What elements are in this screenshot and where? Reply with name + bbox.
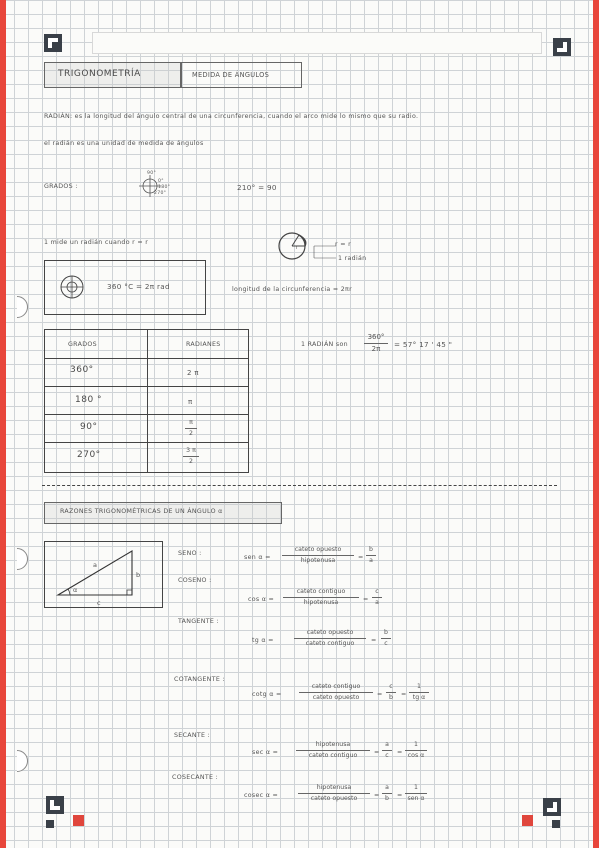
table-header-grados: GRADOS [68,341,97,348]
ratio-short-fraction [382,742,392,759]
full-turn-equation: 360 °C = 2π rad [107,282,170,291]
date-strip [92,32,542,54]
ratio-fraction [283,589,359,606]
table-cell-rad: 2 π [187,369,199,377]
circle-label-180: 180° [158,185,171,190]
fraction-denominator: cateto opuesto [312,694,360,702]
subject-title: TRIGONOMETRÍA [58,69,141,79]
circle-label-270: 270° [154,191,167,196]
brand-logo-icon [553,38,571,56]
fraction-numerator: a [382,785,392,794]
ratio-fraction [298,785,370,802]
fraction-denominator: c [385,752,389,760]
fraction-denominator: 2π [371,345,381,353]
right-red-border [593,0,599,848]
fraction-numerator: 1 [405,785,427,794]
fraction-numerator: cateto contiguo [283,589,359,598]
fraction-numerator: hipotenusa [296,742,370,751]
ratio-short-fraction [382,785,392,802]
ratio-equals: = [397,749,403,756]
ratio-inverse-fraction [405,785,427,802]
ratio-name: COTANGENTE : [174,676,225,683]
right-triangle-diagram [44,541,162,607]
fraction-numerator: 3 π [183,448,199,457]
table-divider [44,414,248,415]
ratio-inverse-fraction [409,684,429,701]
table-cell-deg: 270° [77,450,101,460]
fraction-numerator: 1 [409,684,429,693]
fraction-denominator: b [385,795,389,803]
fraction-denominator: cateto contiguo [305,640,355,648]
table-divider [44,386,248,387]
ratio-name: TANGENTE : [178,618,219,625]
ratio-lhs: sec α = [252,749,279,756]
one-radian-prefix: 1 RADIÁN son [301,341,348,348]
fraction-denominator: b [389,694,393,702]
fraction-numerator: c [372,589,382,598]
fraction-numerator: 1 [405,742,427,751]
fraction-numerator: a [382,742,392,751]
table-cell-rad-fraction [183,448,199,465]
ratio-inverse-fraction [405,742,427,759]
ratio-equals: = [374,792,380,799]
radian-unit-note: el radián es una unidad de medida de ángulos [44,140,204,147]
ratio-lhs: tg α = [252,637,274,644]
ratio-short-fraction [372,589,382,606]
fraction-numerator: c [386,684,396,693]
fraction-denominator: a [375,599,379,607]
ratio-short-fraction [381,630,391,647]
brand-logo-icon [46,796,64,814]
corner-mark-icon [46,820,54,828]
ratio-equals: = [397,792,403,799]
fraction-denominator: cos α [407,752,425,760]
fraction-denominator: hipotenusa [300,557,336,565]
fraction-denominator: cateto contiguo [308,752,358,760]
ratio-lhs: cosec α = [244,792,279,799]
fraction-denominator: sen α [407,795,425,803]
fraction-numerator: b [366,547,376,556]
fraction-numerator: cateto contiguo [299,684,373,693]
grados-formula: 210° = 90 [237,183,277,192]
circumference-length: longitud de la circunferencia = 2πr [232,286,353,293]
binder-hole [6,750,28,772]
circle-label-0: 0° [158,179,164,184]
brand-logo-icon [44,34,62,52]
radian-definition: RADIÁN: es la longitud del ángulo central de una circunferencia, cuando el arco mide lo mismo que su radio. [44,113,419,120]
ratio-equals: = [401,691,407,698]
table-divider [147,329,148,472]
radius-label: r [296,245,299,251]
fraction-denominator: hipotenusa [303,599,339,607]
one-radian-result: = 57° 17 ' 45 " [394,340,453,349]
fraction-numerator: hipotenusa [298,785,370,794]
binder-hole [6,296,28,318]
full-circle-icon [58,273,86,301]
table-cell-rad: π [188,398,193,406]
fraction-denominator: 2 [189,430,193,438]
ratio-equals: = [363,596,369,603]
table-cell-deg: 90° [80,422,98,432]
triangle-hypotenuse-label: a [93,561,98,569]
table-cell-deg: 360° [70,365,94,375]
ratio-equals: = [358,554,364,561]
triangle-adjacent-label: c [97,599,101,607]
topic-title: MEDIDA DE ÁNGULOS [192,71,270,79]
fraction-denominator: 2 [189,458,193,466]
corner-mark-icon [552,820,560,828]
left-red-border [0,0,6,848]
section-title: RAZONES TRIGONOMÉTRICAS DE UN ÁNGULO α [60,508,223,515]
ratio-fraction [296,742,370,759]
ratio-fraction [294,630,366,647]
fraction-denominator: c [384,640,388,648]
ratio-fraction [299,684,373,701]
fraction-numerator: 360° [364,334,388,344]
radian-condition: 1 mide un radián cuando r = r [44,239,149,246]
fraction-denominator: cateto opuesto [310,795,358,803]
ratio-name: COSECANTE : [172,774,218,781]
ratio-lhs: cos α = [248,596,275,603]
triangle-angle-label: α [73,586,78,594]
table-cell-deg: 180 ° [75,395,103,405]
one-radian-label: 1 radián [338,255,367,262]
ratio-equals: = [377,691,383,698]
binder-hole [6,548,28,570]
table-cell-rad-fraction [185,420,197,437]
table-divider [44,358,248,359]
ratio-lhs: cotg α = [252,691,282,698]
ratio-name: SECANTE : [174,732,211,739]
fraction-numerator: cateto opuesto [294,630,366,639]
circle-label-90: 90° [147,171,157,176]
one-radian-fraction [364,334,388,353]
ratio-lhs: sen α = [244,554,271,561]
arc-equals-radius: r = r [335,241,351,248]
section-separator [42,485,557,486]
ratio-equals: = [371,637,377,644]
fraction-numerator: b [381,630,391,639]
ratio-short-fraction [366,547,376,564]
fraction-numerator: cateto opuesto [282,547,354,556]
ratio-name: COSENO : [178,577,212,584]
ratio-equals: = [374,749,380,756]
triangle-opposite-label: b [136,571,141,579]
ratio-fraction [282,547,354,564]
fraction-denominator: a [369,557,373,565]
brand-logo-icon [543,798,561,816]
table-divider [44,442,248,443]
ratio-short-fraction [386,684,396,701]
table-header-radianes: RADIANES [186,341,221,348]
fraction-denominator: tg α [412,694,426,702]
red-marker [522,815,533,826]
red-marker [73,815,84,826]
grados-label: GRADOS : [44,183,78,190]
ratio-name: SENO : [178,550,202,557]
radian-circle-diagram [276,230,386,266]
fraction-numerator: π [185,420,197,429]
